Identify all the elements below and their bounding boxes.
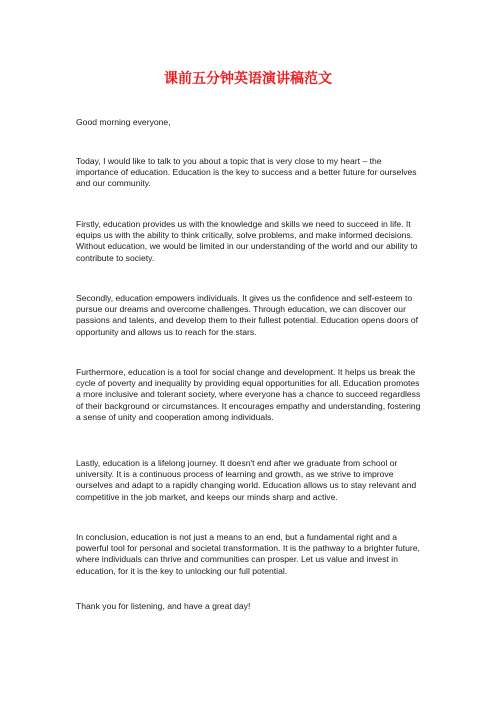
paragraph-conclusion: In conclusion, education is not just a means to an end, but a fundamental right and a powerful tool for personal and societal transformation. It is the pathway to a brighter future, where individuals can thrive and communities can prosper. Let us value and invest in education, for it is the key to unlocking our full potential. <box>76 532 420 576</box>
paragraph-closing: Thank you for listening, and have a great day! <box>76 601 251 611</box>
paragraph-firstly: Firstly, education provides us with the knowledge and skills we need to succeed in life. It equips us with the ability to think critically, solve problems, and make informed decisions. Without education, we would be limited in our understanding of the world and our ability to contribute to society. <box>76 219 418 263</box>
paragraph-secondly: Secondly, education empowers individuals. It gives us the confidence and self-esteem to pursue our dreams and overcome challenges. Through education, we can discover our passions and talents, and develop them to their fullest potential. Education opens doors of opportunity and allows us to reach for the stars. <box>76 293 419 337</box>
paragraph-lastly: Lastly, education is a lifelong journey. It doesn't end after we graduate from school or university. It is a continuous process of learning and growth, as we strive to improve ourselves and adapt to a rapidly changing world. Education allows us to stay relevant and competitive in the job market, and keeps our minds sharp and active. <box>76 458 417 502</box>
paragraph-furthermore: Furthermore, education is a tool for social change and development. It helps us break the cycle of poverty and inequality by providing equal opportunities for all. Education promotes a more inclusive and tolerant society, where everyone has a chance to succeed regardless of their background or circumstances. It encourages empathy and understanding, fostering a sense of unity and cooperation among individuals. <box>76 367 421 422</box>
paragraph-introduction: Today, I would like to talk to you about a topic that is very close to my heart – the importance of education. Education is the key to success and a better future for ourselves and our community. <box>76 156 417 189</box>
paragraph-greeting: Good morning everyone, <box>76 117 171 127</box>
document-title: 课前五分钟英语演讲稿范文 <box>164 71 332 87</box>
